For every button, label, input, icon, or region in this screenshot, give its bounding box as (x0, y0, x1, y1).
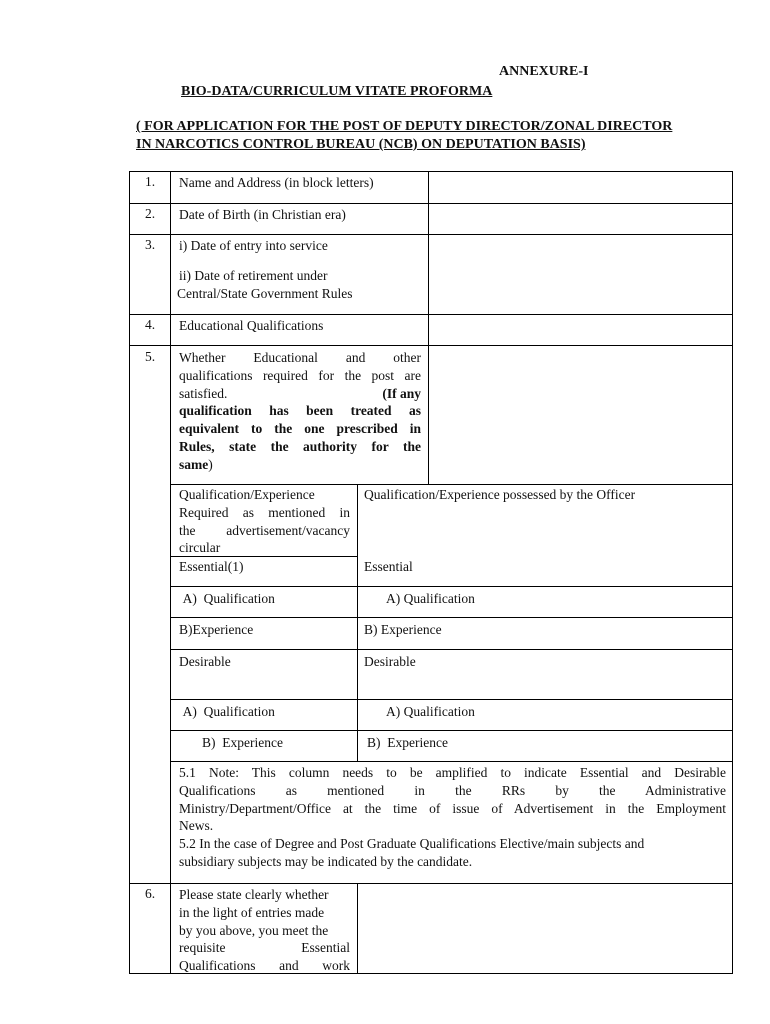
label-line: qualifications required for the post are (179, 367, 421, 383)
subtitle-line-2: IN NARCOTICS CONTROL BUREAU (NCB) ON DEPUTATION BASIS) (136, 137, 586, 152)
grid-line (170, 617, 733, 618)
row-number: 6. (144, 886, 156, 901)
required-experience-b: B)Experience (179, 622, 254, 637)
row-number: 3. (144, 237, 156, 252)
grid-line (428, 171, 429, 484)
meet-requirements-label (179, 886, 350, 975)
grid-line (170, 761, 733, 762)
service-dates-field[interactable] (430, 236, 730, 313)
qualification-satisfied-label (179, 349, 421, 474)
grid-line (170, 586, 733, 587)
label-line: in the light of entries made (179, 904, 325, 920)
grid-line (170, 699, 733, 700)
label-fragment: same (179, 456, 209, 472)
grid-line (170, 649, 733, 650)
label-line: Whether Educational and other (179, 350, 421, 365)
note-line: Qualifications as mentioned in the RRs by the Administrative (179, 782, 726, 798)
label-line: Rules, state the authority for the (179, 438, 421, 454)
row-number: 4. (144, 317, 156, 332)
header-line: Required as mentioned in (179, 504, 350, 520)
grid-line (170, 730, 733, 731)
possessed-essential-label: Essential (364, 559, 413, 574)
header-line: the advertisement/vacancy (179, 522, 350, 538)
row-number: 1. (144, 174, 156, 189)
possessed-experience-b[interactable]: B) Experience (364, 622, 442, 637)
required-qualification-header (179, 486, 350, 557)
note-line: subsidiary subjects may be indicated by the candidate. (179, 853, 473, 869)
label-fragment: (If any (382, 385, 421, 401)
grid-line (170, 171, 171, 973)
label-fragment: ) (208, 456, 213, 472)
grid-line (129, 203, 733, 204)
qualification-satisfied-field[interactable] (430, 347, 730, 483)
label-line: by you above, you meet the (179, 922, 329, 938)
form-subtitle (136, 118, 736, 154)
date-of-entry-label: i) Date of entry into service (179, 238, 328, 253)
label-line: Please state clearly whether (179, 887, 329, 902)
label-fragment: satisfied. (179, 385, 228, 401)
required-desirable-label: Desirable (179, 654, 231, 669)
date-of-birth-field[interactable] (430, 205, 730, 233)
date-of-retirement-label (177, 267, 352, 303)
grid-line (170, 484, 733, 485)
label-line: requisite Essential (179, 940, 350, 956)
possessed-desirable-qualification-a[interactable]: A) Qualification (386, 704, 475, 719)
note-block (179, 764, 726, 871)
grid-line (129, 171, 130, 973)
note-line: News. (179, 818, 214, 834)
name-address-field[interactable] (430, 173, 730, 202)
required-desirable-experience-b: B) Experience (202, 735, 283, 750)
name-address-label: Name and Address (in block letters) (179, 175, 374, 190)
possessed-qualification-header: Qualification/Experience possessed by the Officer (364, 487, 636, 502)
possessed-desirable-experience-b[interactable]: B) Experience (367, 735, 448, 750)
annexure-label: ANNEXURE-I (499, 64, 589, 79)
educational-qualifications-label: Educational Qualifications (179, 318, 324, 333)
required-essential-label: Essential(1) (179, 559, 244, 574)
required-desirable-qualification-a: A) Qualification (180, 704, 275, 719)
meet-requirements-field[interactable] (359, 885, 730, 972)
grid-line (129, 234, 733, 235)
required-qualification-a: A) Qualification (180, 591, 275, 606)
label-line (179, 385, 421, 403)
grid-line (129, 314, 733, 315)
possessed-qualification-a[interactable]: A) Qualification (386, 591, 475, 606)
retirement-label-line: Central/State Government Rules (177, 285, 353, 301)
form-title: BIO-DATA/CURRICULUM VITATE PROFORMA (181, 84, 493, 99)
label-line (179, 456, 421, 474)
row-number: 5. (144, 349, 156, 364)
header-line: circular (179, 540, 221, 556)
date-of-birth-label: Date of Birth (in Christian era) (179, 207, 346, 222)
note-line: 5.2 In the case of Degree and Post Graduate Qualifications Elective/main subjects and (179, 836, 645, 852)
educational-qualifications-field[interactable] (430, 316, 730, 344)
grid-line (357, 883, 358, 973)
grid-line (357, 484, 358, 761)
row-number: 2. (144, 206, 156, 221)
grid-line (129, 883, 733, 884)
note-line: 5.1 Note: This column needs to be amplified to indicate Essential and Desirable (179, 765, 726, 780)
header-line: Qualification/Experience (179, 487, 315, 502)
possessed-desirable-label: Desirable (364, 654, 416, 669)
label-line: Qualifications and work (179, 958, 350, 974)
retirement-label-line: ii) Date of retirement under (179, 268, 328, 283)
grid-line (129, 171, 733, 172)
subtitle-line-1: ( FOR APPLICATION FOR THE POST OF DEPUTY DIRECTOR/ZONAL DIRECTOR (136, 119, 673, 134)
note-line: Ministry/Department/Office at the time of issue of Advertisement in the Employment (179, 800, 726, 816)
grid-line (129, 345, 733, 346)
label-line: qualification has been treated as (179, 403, 421, 419)
label-line: equivalent to the one prescribed in (179, 421, 421, 437)
grid-line (732, 171, 733, 973)
